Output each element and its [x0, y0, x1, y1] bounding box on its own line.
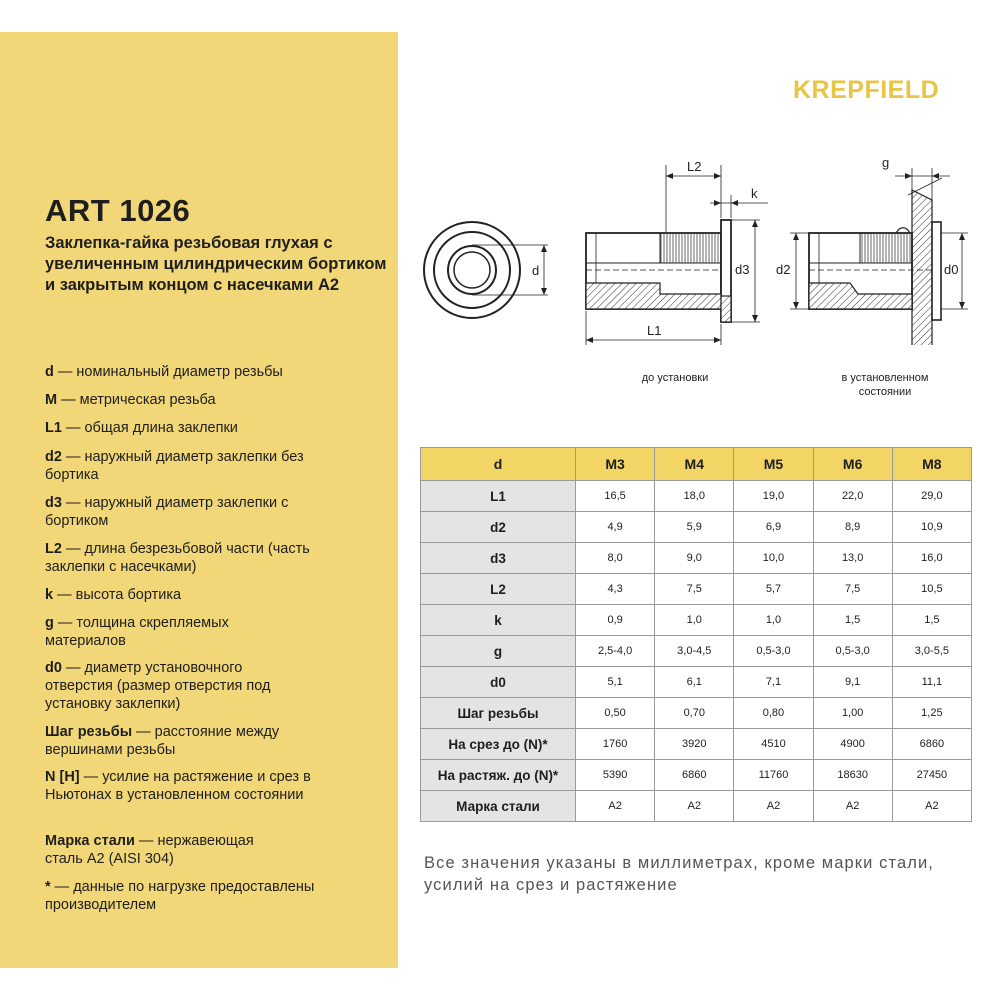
table-cell: 1,5 — [813, 605, 892, 636]
table-cell: 1,5 — [892, 605, 971, 636]
table-row — [421, 729, 972, 760]
table-cell: 6,9 — [734, 512, 813, 543]
legend-text: — наружный диаметр заклепки с бортиком — [45, 495, 289, 529]
table-cell: 18630 — [813, 760, 892, 791]
table-cell: А2 — [813, 791, 892, 822]
legend-text: — общая длина заклепки — [61, 420, 238, 436]
product-description: Заклепка-гайка резьбовая глухая с увеличенным цилиндрическим бортиком и закрытым концом с насечками А2 — [45, 234, 387, 294]
table-row — [421, 481, 972, 512]
legend-term: Шаг резьбы — [45, 724, 133, 740]
header-cell: d — [421, 448, 576, 481]
legend-item — [45, 659, 285, 713]
specification-table — [420, 447, 972, 822]
row-label: На срез до (N)* — [421, 729, 576, 760]
table-cell: 2,5-4,0 — [576, 636, 655, 667]
row-label: Марка стали — [421, 791, 576, 822]
table-header-row — [421, 448, 972, 481]
table-cell: 3920 — [655, 729, 734, 760]
table-cell: 5,9 — [655, 512, 734, 543]
table-cell: 3,0-5,5 — [892, 636, 971, 667]
label-L2: L2 — [687, 159, 702, 174]
table-cell: 11760 — [734, 760, 813, 791]
row-label: Шаг резьбы — [421, 698, 576, 729]
table-cell: 0,80 — [734, 698, 813, 729]
row-label: d3 — [421, 543, 576, 574]
table-cell: 1,0 — [734, 605, 813, 636]
legend-text: — наружный диаметр заклепки без бортика — [45, 449, 304, 483]
legend-text: — номинальный диаметр резьбы — [53, 364, 283, 380]
legend-text: — толщина скрепляемых материалов — [45, 615, 229, 649]
row-label: k — [421, 605, 576, 636]
legend-term: d0 — [45, 660, 62, 676]
legend-item — [45, 586, 385, 604]
label-d0: d0 — [944, 262, 959, 277]
table-cell: 0,50 — [576, 698, 655, 729]
row-label: L2 — [421, 574, 576, 605]
table-row — [421, 791, 972, 822]
table-cell: 11,1 — [892, 667, 971, 698]
legend-term: d — [45, 364, 54, 380]
units-footnote: Все значения указаны в миллиметрах, кроме марки стали, усилий на срез и растяжение — [424, 854, 934, 894]
legend-text: — диаметр установочного отверстия (размер отверстия под установку заклепки) — [45, 660, 271, 712]
table-cell: 16,5 — [576, 481, 655, 512]
legend-term: * — [45, 879, 51, 895]
table-cell: 22,0 — [813, 481, 892, 512]
header-cell: M3 — [576, 448, 655, 481]
table-cell: 1760 — [576, 729, 655, 760]
table-cell: А2 — [576, 791, 655, 822]
table-row — [421, 574, 972, 605]
legend-item — [45, 768, 335, 804]
legend-term: N [H] — [45, 769, 80, 785]
table-cell: 1,25 — [892, 698, 971, 729]
legend-item — [45, 419, 385, 437]
table-cell: 7,1 — [734, 667, 813, 698]
front-view — [424, 222, 548, 318]
table-cell: 8,0 — [576, 543, 655, 574]
legend-item — [45, 723, 320, 759]
legend-item — [45, 878, 315, 914]
legend-text: — усилие на растяжение и срез в Ньютонах в установленном состоянии — [45, 769, 311, 803]
legend-text: — расстояние между вершинами резьбы — [45, 724, 280, 758]
legend-item — [45, 391, 385, 409]
table-cell: 4900 — [813, 729, 892, 760]
legend-term: d2 — [45, 449, 62, 465]
table-cell: 7,5 — [655, 574, 734, 605]
table-cell: 10,0 — [734, 543, 813, 574]
label-d: d — [532, 263, 540, 278]
table-cell: А2 — [892, 791, 971, 822]
table-cell: 0,70 — [655, 698, 734, 729]
table-cell: 3,0-4,5 — [655, 636, 734, 667]
table-cell: 19,0 — [734, 481, 813, 512]
label-d2: d2 — [776, 262, 791, 277]
legend-term: L1 — [45, 420, 62, 436]
table-row — [421, 667, 972, 698]
table-row — [421, 512, 972, 543]
table-cell: 5,7 — [734, 574, 813, 605]
table-cell: 6,1 — [655, 667, 734, 698]
table-cell: 6860 — [892, 729, 971, 760]
table-cell: 1,00 — [813, 698, 892, 729]
table-cell: 0,9 — [576, 605, 655, 636]
label-d3: d3 — [735, 262, 750, 277]
table-cell: 4510 — [734, 729, 813, 760]
caption-installed-line1: в установленном — [841, 372, 929, 384]
side-view-before — [586, 159, 768, 345]
row-label: На растяж. до (N)* — [421, 760, 576, 791]
legend-item — [45, 832, 290, 868]
table-cell: 10,9 — [892, 512, 971, 543]
table-cell: 8,9 — [813, 512, 892, 543]
legend-term: d3 — [45, 495, 62, 511]
table-cell: 4,3 — [576, 574, 655, 605]
table-cell: А2 — [734, 791, 813, 822]
legend-item — [45, 614, 275, 650]
table-cell: 10,5 — [892, 574, 971, 605]
table-row — [421, 636, 972, 667]
legend-item — [45, 540, 330, 576]
table-cell: 9,0 — [655, 543, 734, 574]
caption-installed — [815, 371, 955, 399]
table-cell: 4,9 — [576, 512, 655, 543]
side-view-installed — [776, 155, 968, 345]
header-cell: M4 — [655, 448, 734, 481]
header-cell: M8 — [892, 448, 971, 481]
article-title: ART 1026 — [45, 193, 191, 228]
brand-logo: KREPFIELD — [793, 76, 940, 104]
legend-text: — данные по нагрузке предоставлены производителем — [45, 879, 315, 913]
legend-text: — высота бортика — [53, 587, 182, 603]
legend-term: g — [45, 615, 54, 631]
legend-term: k — [45, 587, 54, 603]
table-row — [421, 698, 972, 729]
table-cell: 6860 — [655, 760, 734, 791]
label-g: g — [882, 155, 890, 170]
table-cell: 13,0 — [813, 543, 892, 574]
row-label: d0 — [421, 667, 576, 698]
table-cell: 5390 — [576, 760, 655, 791]
row-label: g — [421, 636, 576, 667]
legend-item — [45, 494, 330, 530]
table-cell: 16,0 — [892, 543, 971, 574]
label-L1: L1 — [647, 323, 662, 338]
table-cell: 27450 — [892, 760, 971, 791]
header-cell: M5 — [734, 448, 813, 481]
legend-text: — длина безрезьбовой части (часть заклепки с насечками) — [45, 541, 310, 575]
caption-installed-line2: состоянии — [858, 386, 912, 398]
table-cell: 18,0 — [655, 481, 734, 512]
table-row — [421, 543, 972, 574]
table-cell: 0,5-3,0 — [813, 636, 892, 667]
legend-term: Марка стали — [45, 833, 135, 849]
table-cell: 29,0 — [892, 481, 971, 512]
legend-term: L2 — [45, 541, 62, 557]
header-cell: M6 — [813, 448, 892, 481]
table-row — [421, 605, 972, 636]
caption-before-installation: до установки — [641, 372, 709, 384]
table-cell: 9,1 — [813, 667, 892, 698]
technical-drawing — [410, 145, 970, 345]
row-label: L1 — [421, 481, 576, 512]
table-cell: 1,0 — [655, 605, 734, 636]
legend-term: M — [45, 392, 58, 408]
legend-item — [45, 363, 385, 381]
label-k: k — [751, 186, 758, 201]
table-row — [421, 760, 972, 791]
legend-text: — метрическая резьба — [57, 392, 216, 408]
table-cell: 0,5-3,0 — [734, 636, 813, 667]
legend-text: — нержавеющая сталь А2 (AISI 304) — [45, 833, 254, 867]
table-cell: 7,5 — [813, 574, 892, 605]
legend-item — [45, 448, 330, 484]
table-cell: 5,1 — [576, 667, 655, 698]
table-cell: А2 — [655, 791, 734, 822]
row-label: d2 — [421, 512, 576, 543]
